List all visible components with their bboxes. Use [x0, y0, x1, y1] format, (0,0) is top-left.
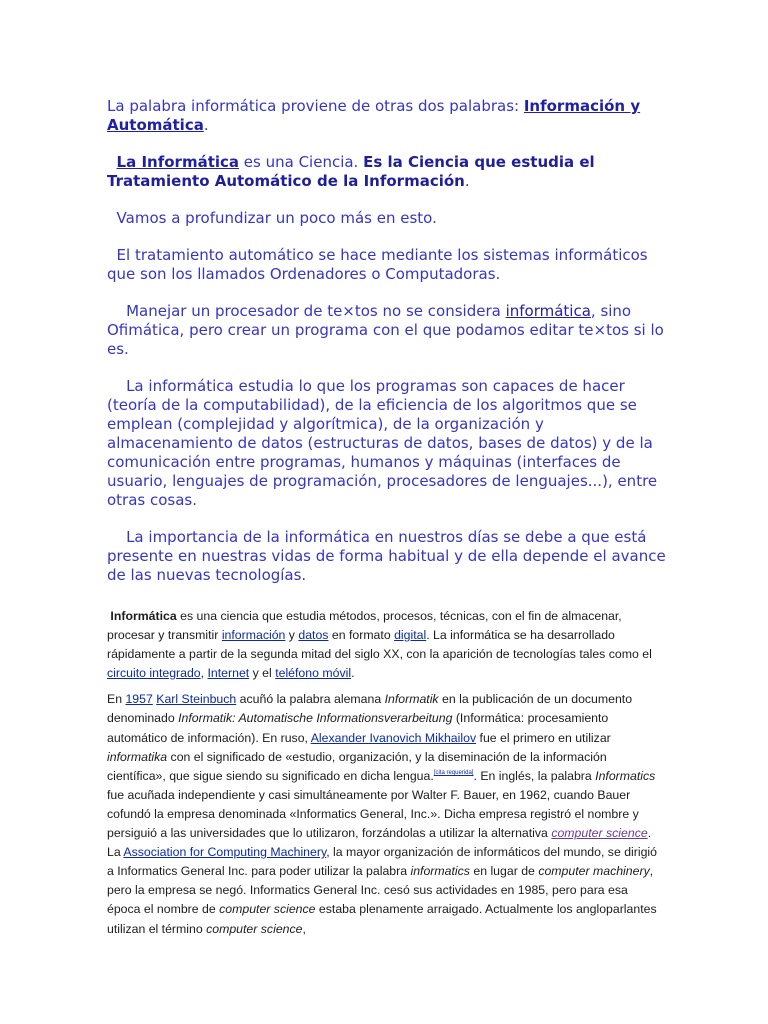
text-span: es una ciencia que estudia métodos, procesos, técnicas, con el fin de almacenar, procesar y transmitir: [107, 609, 622, 643]
link-telefono-movil[interactable]: teléfono móvil: [275, 666, 352, 681]
link-acm[interactable]: Association for Computing Machinery: [123, 845, 327, 860]
link-la-informatica[interactable]: La Informática: [116, 153, 240, 171]
intro-paragraph-5: [107, 302, 667, 359]
link-cita-requerida[interactable]: [cita requerida]: [433, 769, 474, 776]
text-span: , pero la empresa se negó. Informatics General Inc. cesó sus actividades en 1985, pero para esa época el nombre de: [107, 864, 654, 917]
text-span: La palabra informática proviene de otras dos palabras:: [107, 97, 524, 115]
italic-term: Informatics: [595, 768, 656, 783]
text-span: Vamos a profundizar un poco más en esto.: [116, 209, 437, 227]
text-span: Manejar un procesador de te×tos no se considera: [126, 302, 506, 320]
intro-paragraph-2: [107, 153, 667, 191]
text-span: en formato: [328, 628, 395, 643]
text-span: ,: [200, 666, 208, 681]
text-span: . La informática se ha desarrollado rápidamente a partir de la segunda mitad del siglo XX, con la aparición de tecnologías tales como el: [107, 628, 652, 662]
italic-term: computer machinery: [538, 864, 650, 879]
wiki-paragraph-1: [107, 607, 659, 683]
text-span: . En inglés, la palabra: [473, 768, 596, 783]
italic-term: Informatik: Automatische Informationsverarbeitung: [178, 711, 453, 726]
text-span: fue acuñada independiente y casi simultáneamente por Walter F. Bauer, en 1962, cuando Bauer cofundó la empresa denominada «Informatics General, Inc.». Dicha empresa registró el nombre y persiguió a las universidades que lo utilizaron, forzándolas a utilizar la alternativa: [107, 787, 639, 841]
link-datos[interactable]: datos: [298, 628, 329, 643]
text-span: ,: [302, 921, 306, 936]
wiki-section: [107, 607, 659, 939]
link-internet[interactable]: Internet: [207, 666, 250, 681]
intro-paragraph-6: [107, 377, 667, 510]
link-digital[interactable]: digital: [394, 628, 427, 643]
text-span: , sino Ofimática, pero crear un programa con el que podamos editar te×tos si lo es.: [107, 302, 664, 358]
text-span: fue el primero en utilizar: [476, 730, 611, 745]
text-span: .: [464, 172, 470, 190]
text-span: es una Ciencia.: [239, 153, 364, 171]
italic-term: computer science: [206, 921, 303, 936]
citation-needed: [434, 770, 474, 776]
link-alexander-mikhailov[interactable]: Alexander Ivanovich Mikhailov: [310, 730, 477, 745]
text-span: .: [203, 116, 209, 134]
italic-term: informatics: [410, 864, 470, 879]
link-informatica[interactable]: informática: [505, 302, 591, 320]
intro-paragraph-3: [107, 209, 667, 228]
term-bold: Informática: [110, 609, 177, 623]
intro-paragraph-7: [107, 528, 667, 585]
italic-term: informatika: [107, 749, 168, 764]
italic-term: computer science: [219, 902, 316, 917]
link-karl-steinbuch[interactable]: Karl Steinbuch: [156, 692, 237, 707]
text-span: estaba plenamente arraigado. Actualmente los angloparlantes utilizan el término: [107, 902, 657, 936]
link-informacion[interactable]: información: [221, 628, 286, 643]
text-span: La importancia de la informática en nuestros días se debe a que está presente en nuestras vidas de forma habitual y de ella depende el avance de las nuevas tecnologías.: [107, 528, 666, 584]
definition-bold: Es la Ciencia que estudia el Tratamiento Automático de la Información: [107, 153, 595, 190]
link-informacion-automatica[interactable]: Información y Automática: [107, 97, 641, 134]
italic-term: Informatik: [384, 692, 439, 707]
intro-paragraph-1: [107, 97, 667, 135]
text-span: (Informática: procesamiento automático de información). En ruso,: [107, 711, 609, 745]
text-span: En: [107, 692, 126, 707]
text-span: en lugar de: [469, 864, 539, 879]
text-span: con el significado de «estudio, organización, y la diseminación de la información científica», que sigue siendo su significado en dicha lengua.: [107, 749, 607, 783]
link-computer-science[interactable]: computer science: [551, 826, 648, 841]
text-span: acuñó la palabra alemana: [236, 692, 385, 707]
wiki-paragraph-2: [107, 690, 659, 938]
intro-section: [107, 97, 667, 585]
text-span: y: [285, 628, 299, 643]
link-circuito-integrado[interactable]: circuito integrado: [107, 666, 201, 681]
link-1957[interactable]: 1957: [125, 692, 153, 707]
text-span: y el: [249, 666, 276, 681]
text-span: La informática estudia lo que los programas son capaces de hacer (teoría de la computabilidad), de la eficiencia de los algoritmos que se emplean (complejidad y algorítmica), de la organización y almacenamiento de datos (estructuras de datos, bases de datos) y de la comunicación entre programas, humanos y máquinas (interfaces de usuario, lenguajes de programación, procesadores de lenguajes...), entre otras cosas.: [107, 377, 658, 509]
text-span: .: [351, 666, 355, 681]
text-span: , la mayor organización de informáticos del mundo, se dirigió a Informatics General Inc. para poder utilizar la palabra: [107, 845, 658, 879]
text-span: . La: [107, 826, 652, 860]
text-span: El tratamiento automático se hace mediante los sistemas informáticos que son los llamados Ordenadores o Computadoras.: [107, 246, 648, 283]
text-span: en la publicación de un documento denominado: [107, 692, 633, 726]
intro-paragraph-4: [107, 246, 667, 284]
